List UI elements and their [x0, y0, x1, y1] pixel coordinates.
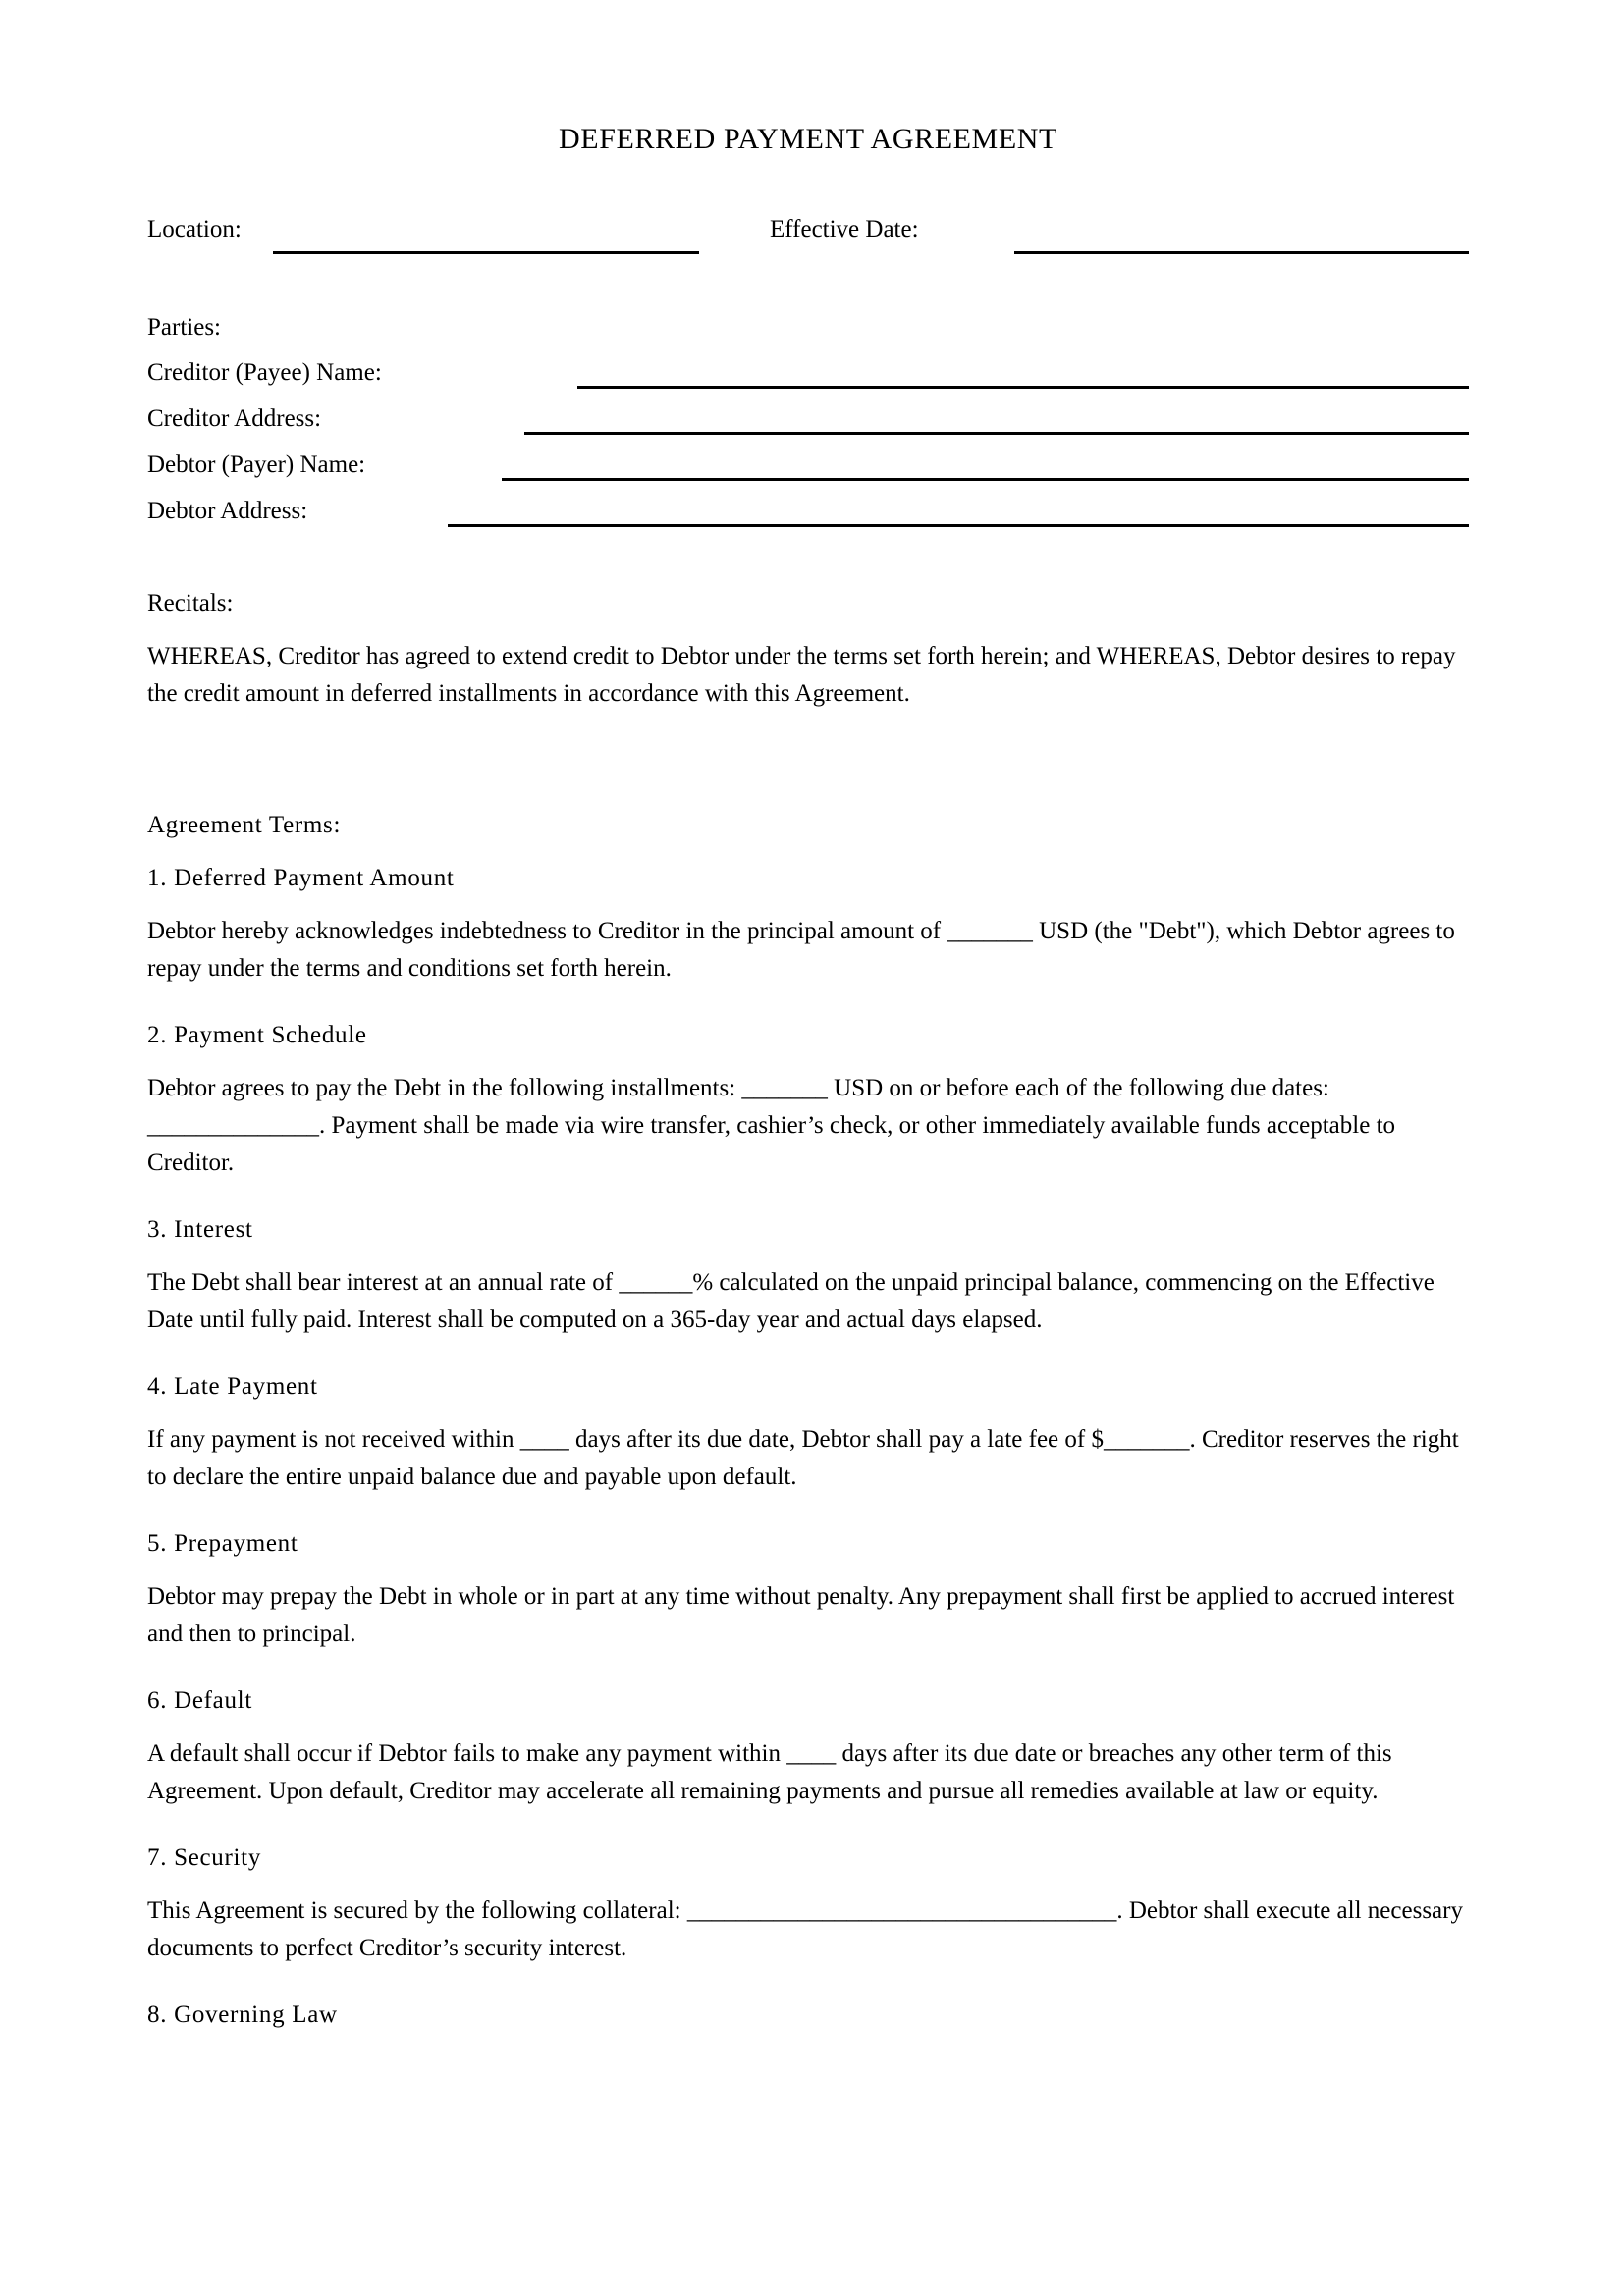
- parties-section: [147, 312, 1469, 528]
- section-7-text: This Agreement is secured by the following collateral: ___________________________________. Debtor shall execute all necessary documents to perfect Creditor’s security interest.: [147, 1896, 1463, 1961]
- spacer: [147, 344, 1469, 359]
- creditor-address-label: Creditor Address:: [147, 404, 322, 432]
- spacer: [147, 528, 1469, 585]
- spacer: [147, 482, 1469, 498]
- section-4-title: 4. Late Payment: [147, 1372, 318, 1400]
- debtor-address-input-line[interactable]: [448, 524, 1469, 527]
- recitals-section: [147, 585, 1469, 713]
- spacer: [147, 1653, 1469, 1682]
- agreement-terms-section: [147, 807, 1469, 2034]
- party-row-creditor-address: [147, 405, 1469, 436]
- section-2-title: 2. Payment Schedule: [147, 1021, 367, 1048]
- location-input-line[interactable]: [273, 251, 699, 254]
- effective-date-input-line[interactable]: [1014, 251, 1469, 254]
- debtor-address-label: Debtor Address:: [147, 497, 308, 524]
- spacer: [147, 1249, 1469, 1264]
- section-1: [147, 860, 1469, 988]
- section-8-title: 8. Governing Law: [147, 2001, 338, 2028]
- section-5-title: 5. Prepayment: [147, 1529, 298, 1557]
- section-3: [147, 1211, 1469, 1339]
- spacer: [147, 1877, 1469, 1893]
- section-2-text: Debtor agrees to pay the Debt in the following installments: _______ USD on or before each of the following due dates: ______________. Payment shall be made via wire transfer, cashier’s check, or other immediately available funds acceptable to Creditor.: [147, 1074, 1396, 1176]
- section-7: [147, 1840, 1469, 1967]
- spacer: [147, 1563, 1469, 1578]
- debtor-name-input-line[interactable]: [502, 478, 1469, 481]
- section-6-text: A default shall occur if Debtor fails to make any payment within ____ days after its due date or breaches any other term of this Agreement. Upon default, Creditor may accelerate all remaining payments and pursue all remedies available at law or equity.: [147, 1739, 1392, 1804]
- section-2: [147, 1017, 1469, 1182]
- section-4: [147, 1368, 1469, 1496]
- section-3-title: 3. Interest: [147, 1215, 253, 1243]
- spacer: [147, 844, 1469, 860]
- party-row-creditor-name: [147, 359, 1469, 390]
- creditor-name-input-line[interactable]: [577, 386, 1469, 389]
- document-content: [147, 0, 1469, 2034]
- spacer: [147, 713, 1469, 807]
- section-7-title: 7. Security: [147, 1843, 262, 1871]
- location-label: Location:: [147, 216, 242, 242]
- spacer: [147, 1406, 1469, 1421]
- spacer: [147, 1496, 1469, 1525]
- section-6-title: 6. Default: [147, 1686, 252, 1714]
- section-5-text: Debtor may prepay the Debt in whole or in part at any time without penalty. Any prepayment shall first be applied to accrued interest and then to principal.: [147, 1582, 1455, 1647]
- spacer: [147, 622, 1469, 638]
- section-3-text: The Debt shall bear interest at an annual rate of ______% calculated on the unpaid principal balance, commencing on the Effective Date until fully paid. Interest shall be computed on a 365-day year and actual days elapsed.: [147, 1268, 1435, 1333]
- spacer: [147, 436, 1469, 452]
- debtor-name-label: Debtor (Payer) Name:: [147, 451, 366, 478]
- section-1-text: Debtor hereby acknowledges indebtedness to Creditor in the principal amount of _______ USD (the "Debt"), which Debtor agrees to repay under the terms and conditions set forth herein.: [147, 917, 1455, 982]
- spacer: [147, 1054, 1469, 1070]
- creditor-address-input-line[interactable]: [524, 432, 1469, 435]
- party-row-debtor-name: [147, 452, 1469, 482]
- creditor-name-label: Creditor (Payee) Name:: [147, 358, 382, 386]
- spacer: [147, 897, 1469, 913]
- agreement-terms-heading: Agreement Terms:: [147, 811, 342, 838]
- recitals-text: WHEREAS, Creditor has agreed to extend credit to Debtor under the terms set forth herein; and WHEREAS, Debtor desires to repay the credit amount in deferred installments in accordance with this Agreement.: [147, 642, 1456, 707]
- header-fields-row: [147, 216, 1469, 261]
- section-8: [147, 1997, 1469, 2034]
- spacer: [147, 988, 1469, 1017]
- section-6: [147, 1682, 1469, 1810]
- spacer: [147, 1339, 1469, 1368]
- section-1-title: 1. Deferred Payment Amount: [147, 864, 455, 891]
- section-5: [147, 1525, 1469, 1653]
- spacer: [147, 1720, 1469, 1735]
- party-row-debtor-address: [147, 498, 1469, 528]
- spacer: [147, 1967, 1469, 1997]
- page-title: DEFERRED PAYMENT AGREEMENT: [559, 123, 1057, 155]
- spacer: [147, 390, 1469, 405]
- spacer: [147, 1182, 1469, 1211]
- parties-heading: Parties:: [147, 314, 221, 341]
- section-4-text: If any payment is not received within ____ days after its due date, Debtor shall pay a late fee of $_______. Creditor reserves the right to declare the entire unpaid balance due and payable upon default.: [147, 1425, 1459, 1490]
- recitals-heading: Recitals:: [147, 589, 234, 616]
- spacer: [147, 1810, 1469, 1840]
- effective-date-label: Effective Date:: [770, 216, 919, 242]
